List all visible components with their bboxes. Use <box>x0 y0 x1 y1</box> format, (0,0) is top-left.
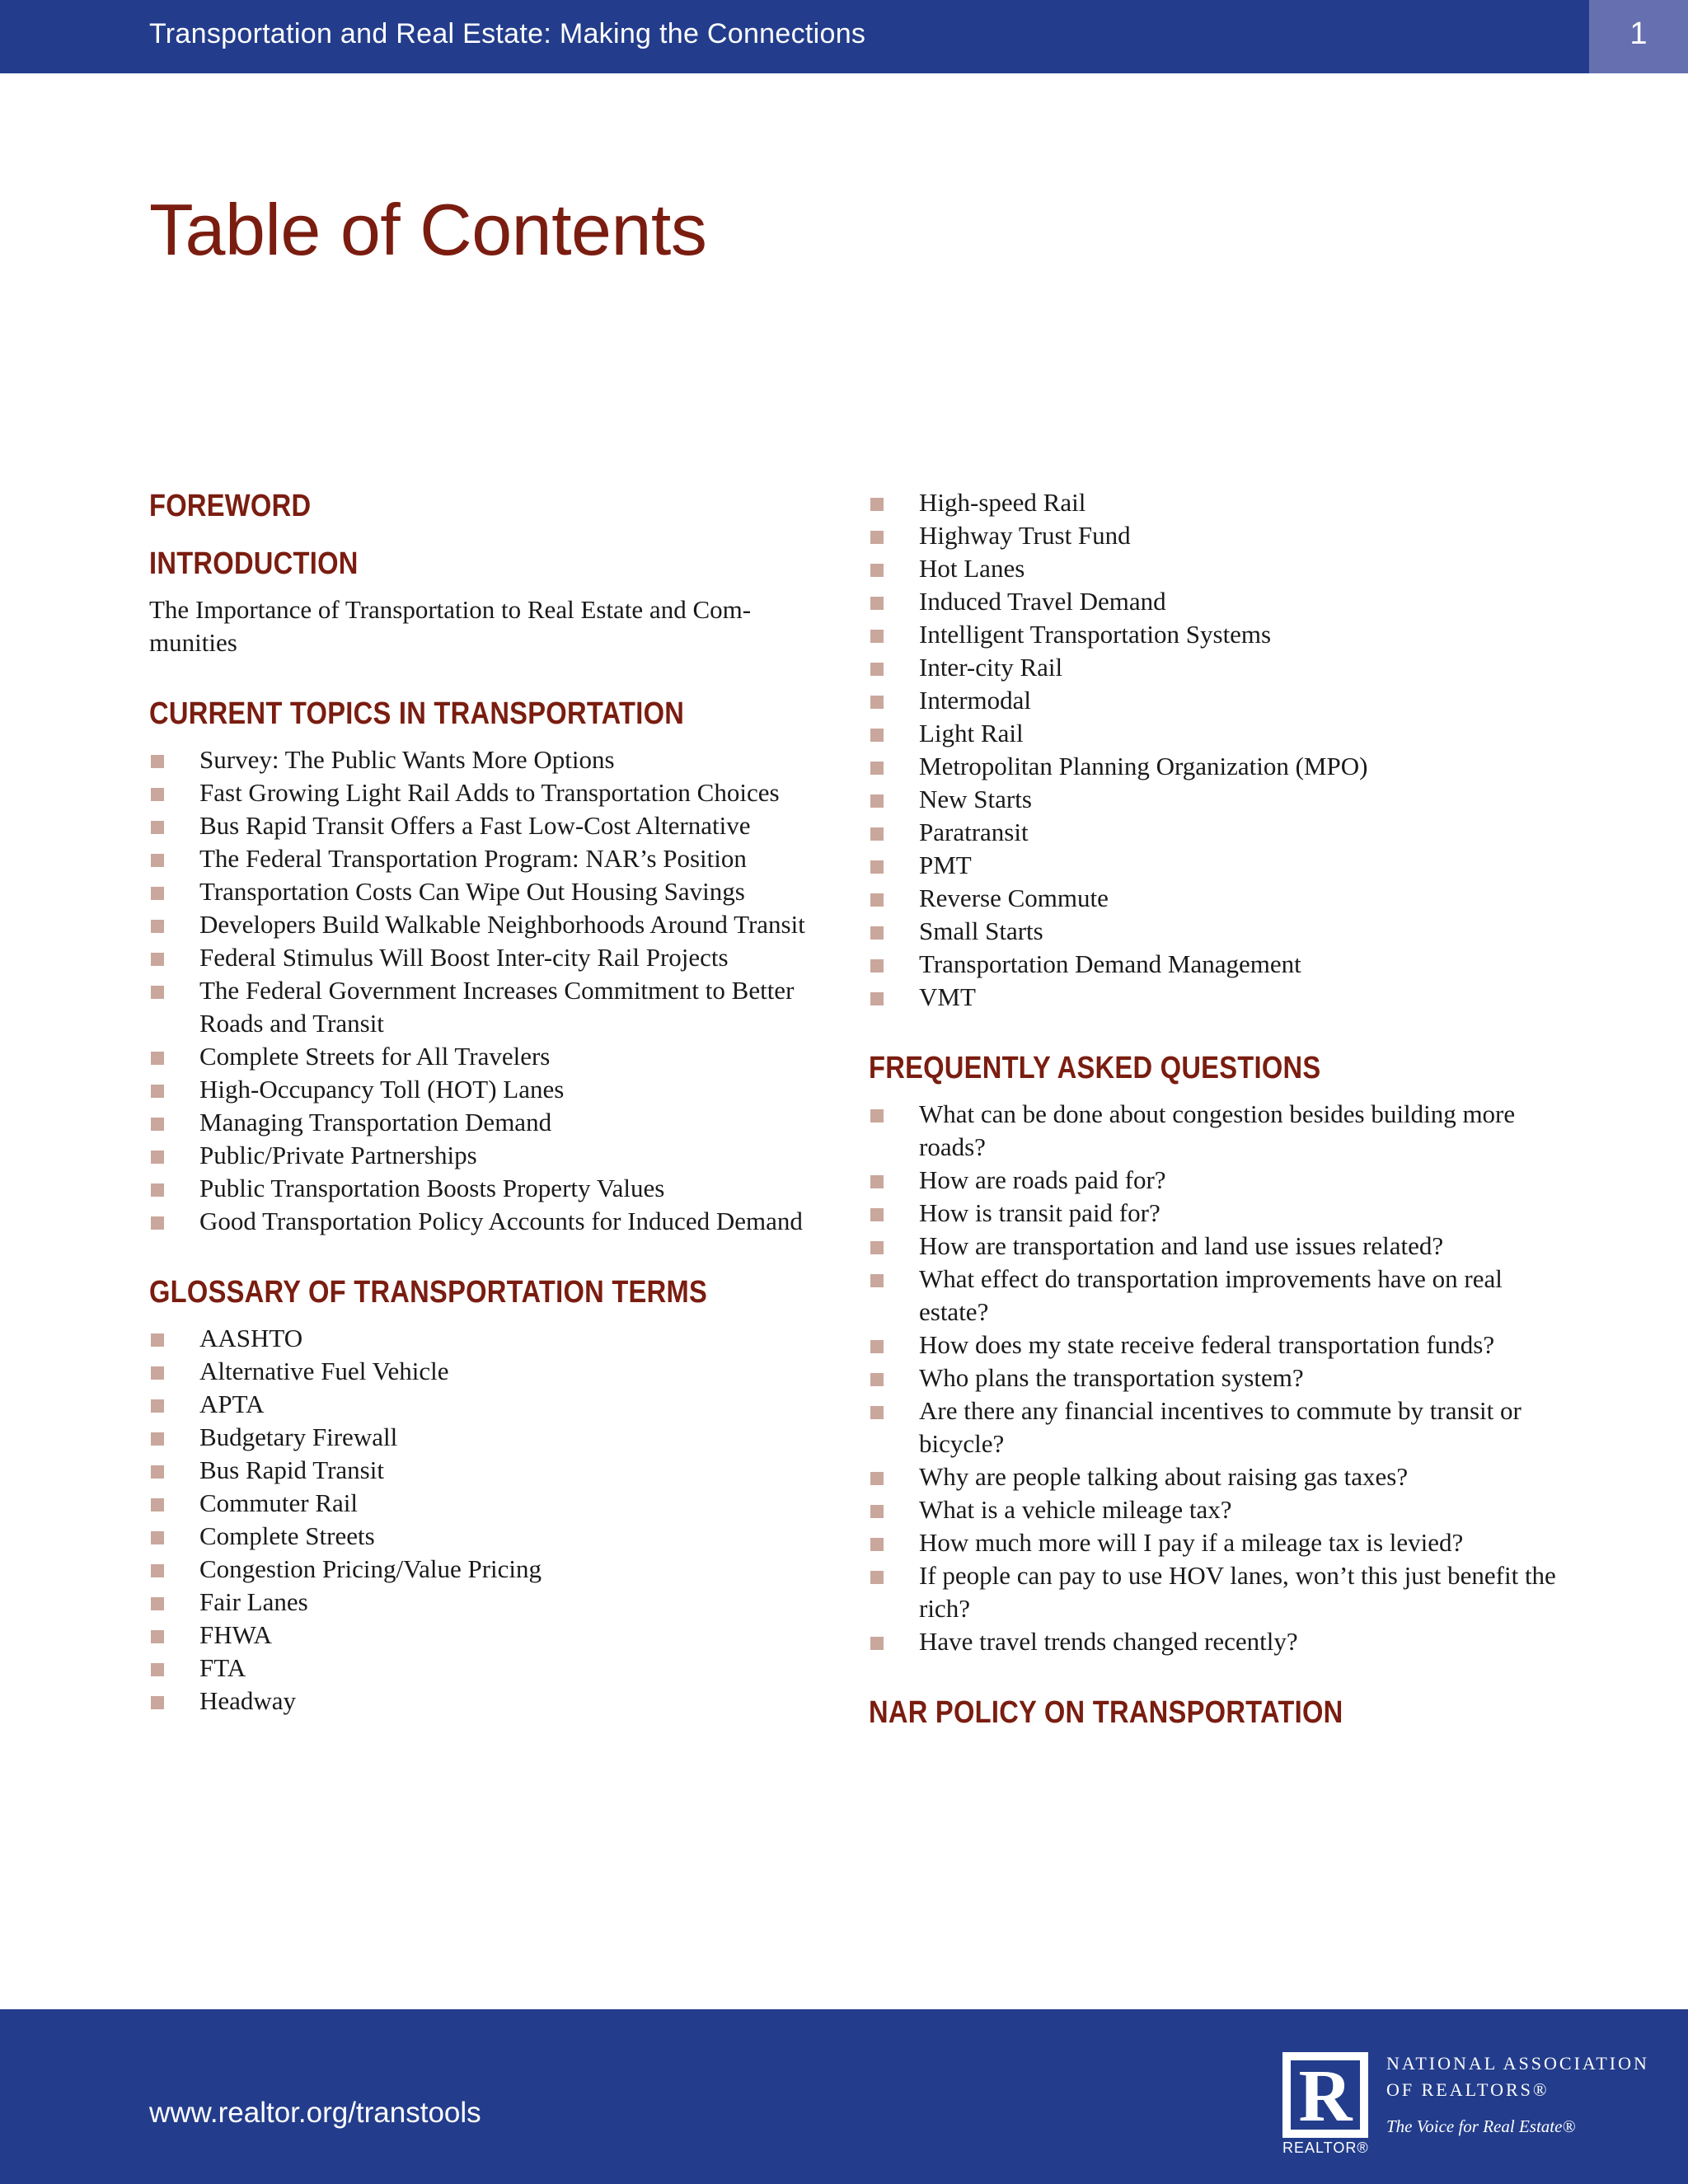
faq-list <box>869 1098 1561 1658</box>
square-bullet-icon <box>870 1274 884 1287</box>
toc-list-item[interactable] <box>869 981 1561 1014</box>
document-running-title: Transportation and Real Estate: Making the Connections <box>149 18 866 49</box>
toc-list-item[interactable] <box>149 1553 833 1586</box>
square-bullet-icon <box>870 992 884 1005</box>
toc-list-item[interactable] <box>149 1652 833 1685</box>
toc-list-item-label: The Federal Government Increases Commitment to Better Roads and Transit <box>199 976 795 1038</box>
toc-list-item[interactable] <box>869 1460 1561 1493</box>
toc-list-item-label: Commuter Rail <box>199 1488 359 1517</box>
square-bullet-icon <box>151 986 164 999</box>
toc-list-item[interactable] <box>869 1526 1561 1559</box>
toc-list-item[interactable] <box>149 1205 833 1238</box>
square-bullet-icon <box>870 1538 884 1551</box>
toc-list-item[interactable] <box>869 750 1561 783</box>
toc-list-item[interactable] <box>869 684 1561 717</box>
toc-list-item-label: Managing Transportation Demand <box>199 1108 552 1137</box>
organization-tagline: The Voice for Real Estate® <box>1386 2116 1576 2136</box>
toc-list-item-label: New Starts <box>919 785 1032 813</box>
toc-list-item-label: Intelligent Transportation Systems <box>919 620 1272 649</box>
toc-heading-introduction[interactable]: INTRODUCTION <box>149 546 359 581</box>
toc-list-item-label: The Federal Transportation Program: NAR’s Position <box>199 844 747 873</box>
toc-list-item[interactable] <box>149 974 833 1040</box>
toc-list-item[interactable] <box>869 1361 1561 1394</box>
toc-list-item[interactable] <box>149 1073 833 1106</box>
toc-list-item-label: How does my state receive federal transportation funds? <box>919 1330 1495 1359</box>
square-bullet-icon <box>151 1696 164 1709</box>
glossary-list-left <box>149 1322 833 1718</box>
toc-list-item-label: Complete Streets for All Travelers <box>199 1042 551 1071</box>
footer-bar <box>0 2009 1688 2184</box>
toc-list-item[interactable] <box>149 1106 833 1139</box>
toc-list-item-label: Developers Build Walkable Neighborhoods Around Transit <box>199 910 805 939</box>
square-bullet-icon <box>870 1472 884 1485</box>
square-bullet-icon <box>870 597 884 610</box>
toc-list-item-label: FHWA <box>199 1620 272 1649</box>
square-bullet-icon <box>151 1216 164 1230</box>
toc-list-item-label: VMT <box>919 982 976 1011</box>
square-bullet-icon <box>151 887 164 900</box>
square-bullet-icon <box>151 1333 164 1347</box>
toc-list-item-label: Congestion Pricing/Value Pricing <box>199 1554 542 1583</box>
toc-right-column <box>869 486 1561 1732</box>
square-bullet-icon <box>870 1175 884 1188</box>
square-bullet-icon <box>151 1630 164 1643</box>
square-bullet-icon <box>151 1366 164 1380</box>
toc-list-item[interactable] <box>869 1263 1561 1329</box>
square-bullet-icon <box>151 854 164 867</box>
square-bullet-icon <box>151 1052 164 1065</box>
square-bullet-icon <box>870 794 884 808</box>
toc-list-item[interactable] <box>149 1139 833 1172</box>
square-bullet-icon <box>151 1531 164 1544</box>
toc-list-item-label: Why are people talking about raising gas taxes? <box>919 1462 1409 1491</box>
toc-list-item[interactable] <box>869 1493 1561 1526</box>
toc-list-item-label: Light Rail <box>919 719 1024 748</box>
toc-list-item-label: Are there any financial incentives to commute by transit or bicycle? <box>919 1396 1522 1458</box>
toc-list-item[interactable] <box>869 849 1561 882</box>
toc-list-item-label: Budgetary Firewall <box>199 1422 398 1451</box>
toc-list-item-label: AASHTO <box>199 1324 303 1352</box>
toc-list-item-label: Transportation Demand Management <box>919 949 1301 978</box>
toc-list-item[interactable] <box>149 1619 833 1652</box>
toc-list-item-label: Public Transportation Boosts Property Values <box>199 1174 665 1202</box>
toc-list-item[interactable] <box>149 1454 833 1487</box>
toc-list-item-label: Paratransit <box>919 818 1029 846</box>
toc-list-item-label: If people can pay to use HOV lanes, won’t this just benefit the rich? <box>919 1561 1556 1623</box>
square-bullet-icon <box>151 920 164 933</box>
logo-caption: REALTOR® <box>1282 2139 1369 2156</box>
toc-list-item-label: FTA <box>199 1653 246 1682</box>
square-bullet-icon <box>870 564 884 577</box>
square-bullet-icon <box>151 1597 164 1610</box>
toc-list-item-label: Have travel trends changed recently? <box>919 1627 1298 1656</box>
toc-heading-foreword[interactable]: FOREWORD <box>149 489 312 523</box>
toc-list-item-label: Inter-city Rail <box>919 653 1063 682</box>
square-bullet-icon <box>151 755 164 768</box>
toc-list-item[interactable] <box>149 1520 833 1553</box>
toc-list-item-label: Fast Growing Light Rail Adds to Transportation Choices <box>199 778 780 807</box>
toc-list-item[interactable] <box>869 1230 1561 1263</box>
toc-list-item[interactable] <box>149 1040 833 1073</box>
toc-list-item[interactable] <box>869 816 1561 849</box>
square-bullet-icon <box>151 1465 164 1479</box>
toc-list-item[interactable] <box>149 875 833 908</box>
toc-list-item-label: Fair Lanes <box>199 1587 308 1616</box>
square-bullet-icon <box>870 1340 884 1353</box>
toc-list-item[interactable] <box>869 519 1561 552</box>
toc-list-item-label: Good Transportation Policy Accounts for Induced Demand <box>199 1207 803 1235</box>
square-bullet-icon <box>870 531 884 544</box>
toc-list-item[interactable] <box>869 1329 1561 1361</box>
toc-list-item-label: How is transit paid for? <box>919 1198 1160 1227</box>
square-bullet-icon <box>870 1406 884 1419</box>
toc-heading-faq[interactable]: FREQUENTLY ASKED QUESTIONS <box>869 1051 1321 1085</box>
toc-list-item-label: PMT <box>919 851 972 879</box>
toc-list-item[interactable] <box>869 882 1561 915</box>
toc-list-item-label: Federal Stimulus Will Boost Inter-city Rail Projects <box>199 943 729 972</box>
toc-list-item[interactable] <box>869 585 1561 618</box>
toc-list-item-label: Metropolitan Planning Organization (MPO) <box>919 752 1368 780</box>
square-bullet-icon <box>870 729 884 742</box>
toc-list-item[interactable] <box>869 1098 1561 1164</box>
toc-list-item[interactable] <box>869 1394 1561 1460</box>
toc-list-item-label: What can be done about congestion besides building more roads? <box>919 1099 1516 1161</box>
page-number-box <box>1589 0 1688 73</box>
toc-list-item-label: How are roads paid for? <box>919 1165 1166 1194</box>
toc-list-item[interactable] <box>869 651 1561 684</box>
toc-list-item[interactable] <box>869 618 1561 651</box>
toc-heading-glossary[interactable]: GLOSSARY OF TRANSPORTATION TERMS <box>149 1275 708 1310</box>
toc-list-item[interactable] <box>869 1164 1561 1197</box>
page-title: Table of Contents <box>149 189 707 270</box>
toc-list-item[interactable] <box>149 1388 833 1421</box>
toc-list-item-label: High-Occupancy Toll (HOT) Lanes <box>199 1075 565 1104</box>
square-bullet-icon <box>870 1109 884 1122</box>
square-bullet-icon <box>151 1151 164 1164</box>
square-bullet-icon <box>870 860 884 874</box>
toc-list-item[interactable] <box>149 743 833 776</box>
org-name-line-2: OF REALTORS® <box>1386 2079 1550 2100</box>
toc-list-item[interactable] <box>149 842 833 875</box>
square-bullet-icon <box>870 1373 884 1386</box>
header-bar <box>0 0 1688 73</box>
toc-list-item[interactable] <box>149 1685 833 1718</box>
square-bullet-icon <box>870 1241 884 1254</box>
toc-list-item[interactable] <box>149 1421 833 1454</box>
toc-heading-nar-policy[interactable]: NAR POLICY ON TRANSPORTATION <box>869 1695 1343 1730</box>
square-bullet-icon <box>870 663 884 676</box>
toc-list-item[interactable] <box>149 941 833 974</box>
toc-list-item-label: Transportation Costs Can Wipe Out Housing Savings <box>199 877 745 906</box>
org-name-line-1: NATIONAL ASSOCIATION <box>1386 2053 1649 2074</box>
glossary-list-right <box>869 486 1561 1014</box>
square-bullet-icon <box>870 630 884 643</box>
toc-list-item-label: Hot Lanes <box>919 554 1025 583</box>
toc-list-item[interactable] <box>869 486 1561 519</box>
toc-list-item-label: What is a vehicle mileage tax? <box>919 1495 1232 1524</box>
organization-name <box>1386 2050 1649 2103</box>
square-bullet-icon <box>870 827 884 841</box>
toc-list-item[interactable] <box>149 1172 833 1205</box>
toc-list-item[interactable] <box>869 948 1561 981</box>
toc-list-item-label: Survey: The Public Wants More Options <box>199 745 615 774</box>
toc-list-item-label: Induced Travel Demand <box>919 587 1166 616</box>
toc-list-item-label: High-speed Rail <box>919 488 1086 517</box>
square-bullet-icon <box>151 1432 164 1446</box>
square-bullet-icon <box>151 953 164 966</box>
toc-list-item-label: What effect do transportation improvements have on real estate? <box>919 1264 1503 1326</box>
toc-list-item-label: Bus Rapid Transit <box>199 1455 384 1484</box>
toc-list-item-label: Highway Trust Fund <box>919 521 1131 550</box>
toc-entry-introduction[interactable]: The Importance of Transportation to Real Estate and Com-munities <box>149 595 752 657</box>
toc-left-column <box>149 486 833 1718</box>
toc-heading-current-topics[interactable]: CURRENT TOPICS IN TRANSPORTATION <box>149 696 685 731</box>
toc-list-item-label: Who plans the transportation system? <box>919 1363 1304 1392</box>
toc-list-item[interactable] <box>869 915 1561 948</box>
square-bullet-icon <box>870 498 884 511</box>
square-bullet-icon <box>870 1571 884 1584</box>
square-bullet-icon <box>151 1118 164 1131</box>
toc-list-item-label: Intermodal <box>919 686 1032 715</box>
square-bullet-icon <box>151 788 164 801</box>
page-number: 1 <box>1629 16 1648 51</box>
footer-url-link[interactable]: www.realtor.org/transtools <box>149 2097 481 2129</box>
toc-list-item-label: Alternative Fuel Vehicle <box>199 1357 449 1385</box>
toc-list-item-label: Headway <box>199 1686 297 1715</box>
square-bullet-icon <box>870 1637 884 1650</box>
square-bullet-icon <box>151 1085 164 1098</box>
toc-list-item-label: APTA <box>199 1390 265 1418</box>
toc-list-item[interactable] <box>869 1625 1561 1658</box>
toc-list-item[interactable] <box>869 783 1561 816</box>
square-bullet-icon <box>870 1208 884 1221</box>
toc-list-item[interactable] <box>869 1197 1561 1230</box>
square-bullet-icon <box>870 696 884 709</box>
square-bullet-icon <box>151 1564 164 1577</box>
toc-list-item[interactable] <box>149 1322 833 1355</box>
current-topics-list <box>149 743 833 1238</box>
toc-list-item-label: How are transportation and land use issues related? <box>919 1231 1444 1260</box>
square-bullet-icon <box>151 821 164 834</box>
square-bullet-icon <box>870 926 884 940</box>
toc-list-item[interactable] <box>149 1586 833 1619</box>
square-bullet-icon <box>151 1663 164 1676</box>
toc-list-item[interactable] <box>149 908 833 941</box>
toc-list-item-label: Complete Streets <box>199 1521 375 1550</box>
square-bullet-icon <box>870 959 884 972</box>
square-bullet-icon <box>151 1183 164 1197</box>
square-bullet-icon <box>151 1498 164 1511</box>
toc-list-item[interactable] <box>869 1559 1561 1625</box>
toc-list-item[interactable] <box>149 776 833 809</box>
toc-list-item[interactable] <box>149 809 833 842</box>
toc-list-item-label: How much more will I pay if a mileage tax is levied? <box>919 1528 1464 1557</box>
square-bullet-icon <box>870 1505 884 1518</box>
toc-list-item[interactable] <box>869 717 1561 750</box>
square-bullet-icon <box>870 762 884 775</box>
realtor-logo <box>1282 2052 1368 2158</box>
toc-list-item[interactable] <box>149 1487 833 1520</box>
toc-list-item-label: Bus Rapid Transit Offers a Fast Low-Cost Alternative <box>199 811 751 840</box>
toc-list-item[interactable] <box>869 552 1561 585</box>
toc-list-item[interactable] <box>149 1355 833 1388</box>
toc-list-item-label: Public/Private Partnerships <box>199 1141 477 1169</box>
toc-list-item-label: Small Starts <box>919 916 1043 945</box>
square-bullet-icon <box>151 1399 164 1413</box>
realtor-r-icon: R <box>1282 2052 1368 2138</box>
toc-list-item-label: Reverse Commute <box>919 883 1109 912</box>
square-bullet-icon <box>870 893 884 907</box>
